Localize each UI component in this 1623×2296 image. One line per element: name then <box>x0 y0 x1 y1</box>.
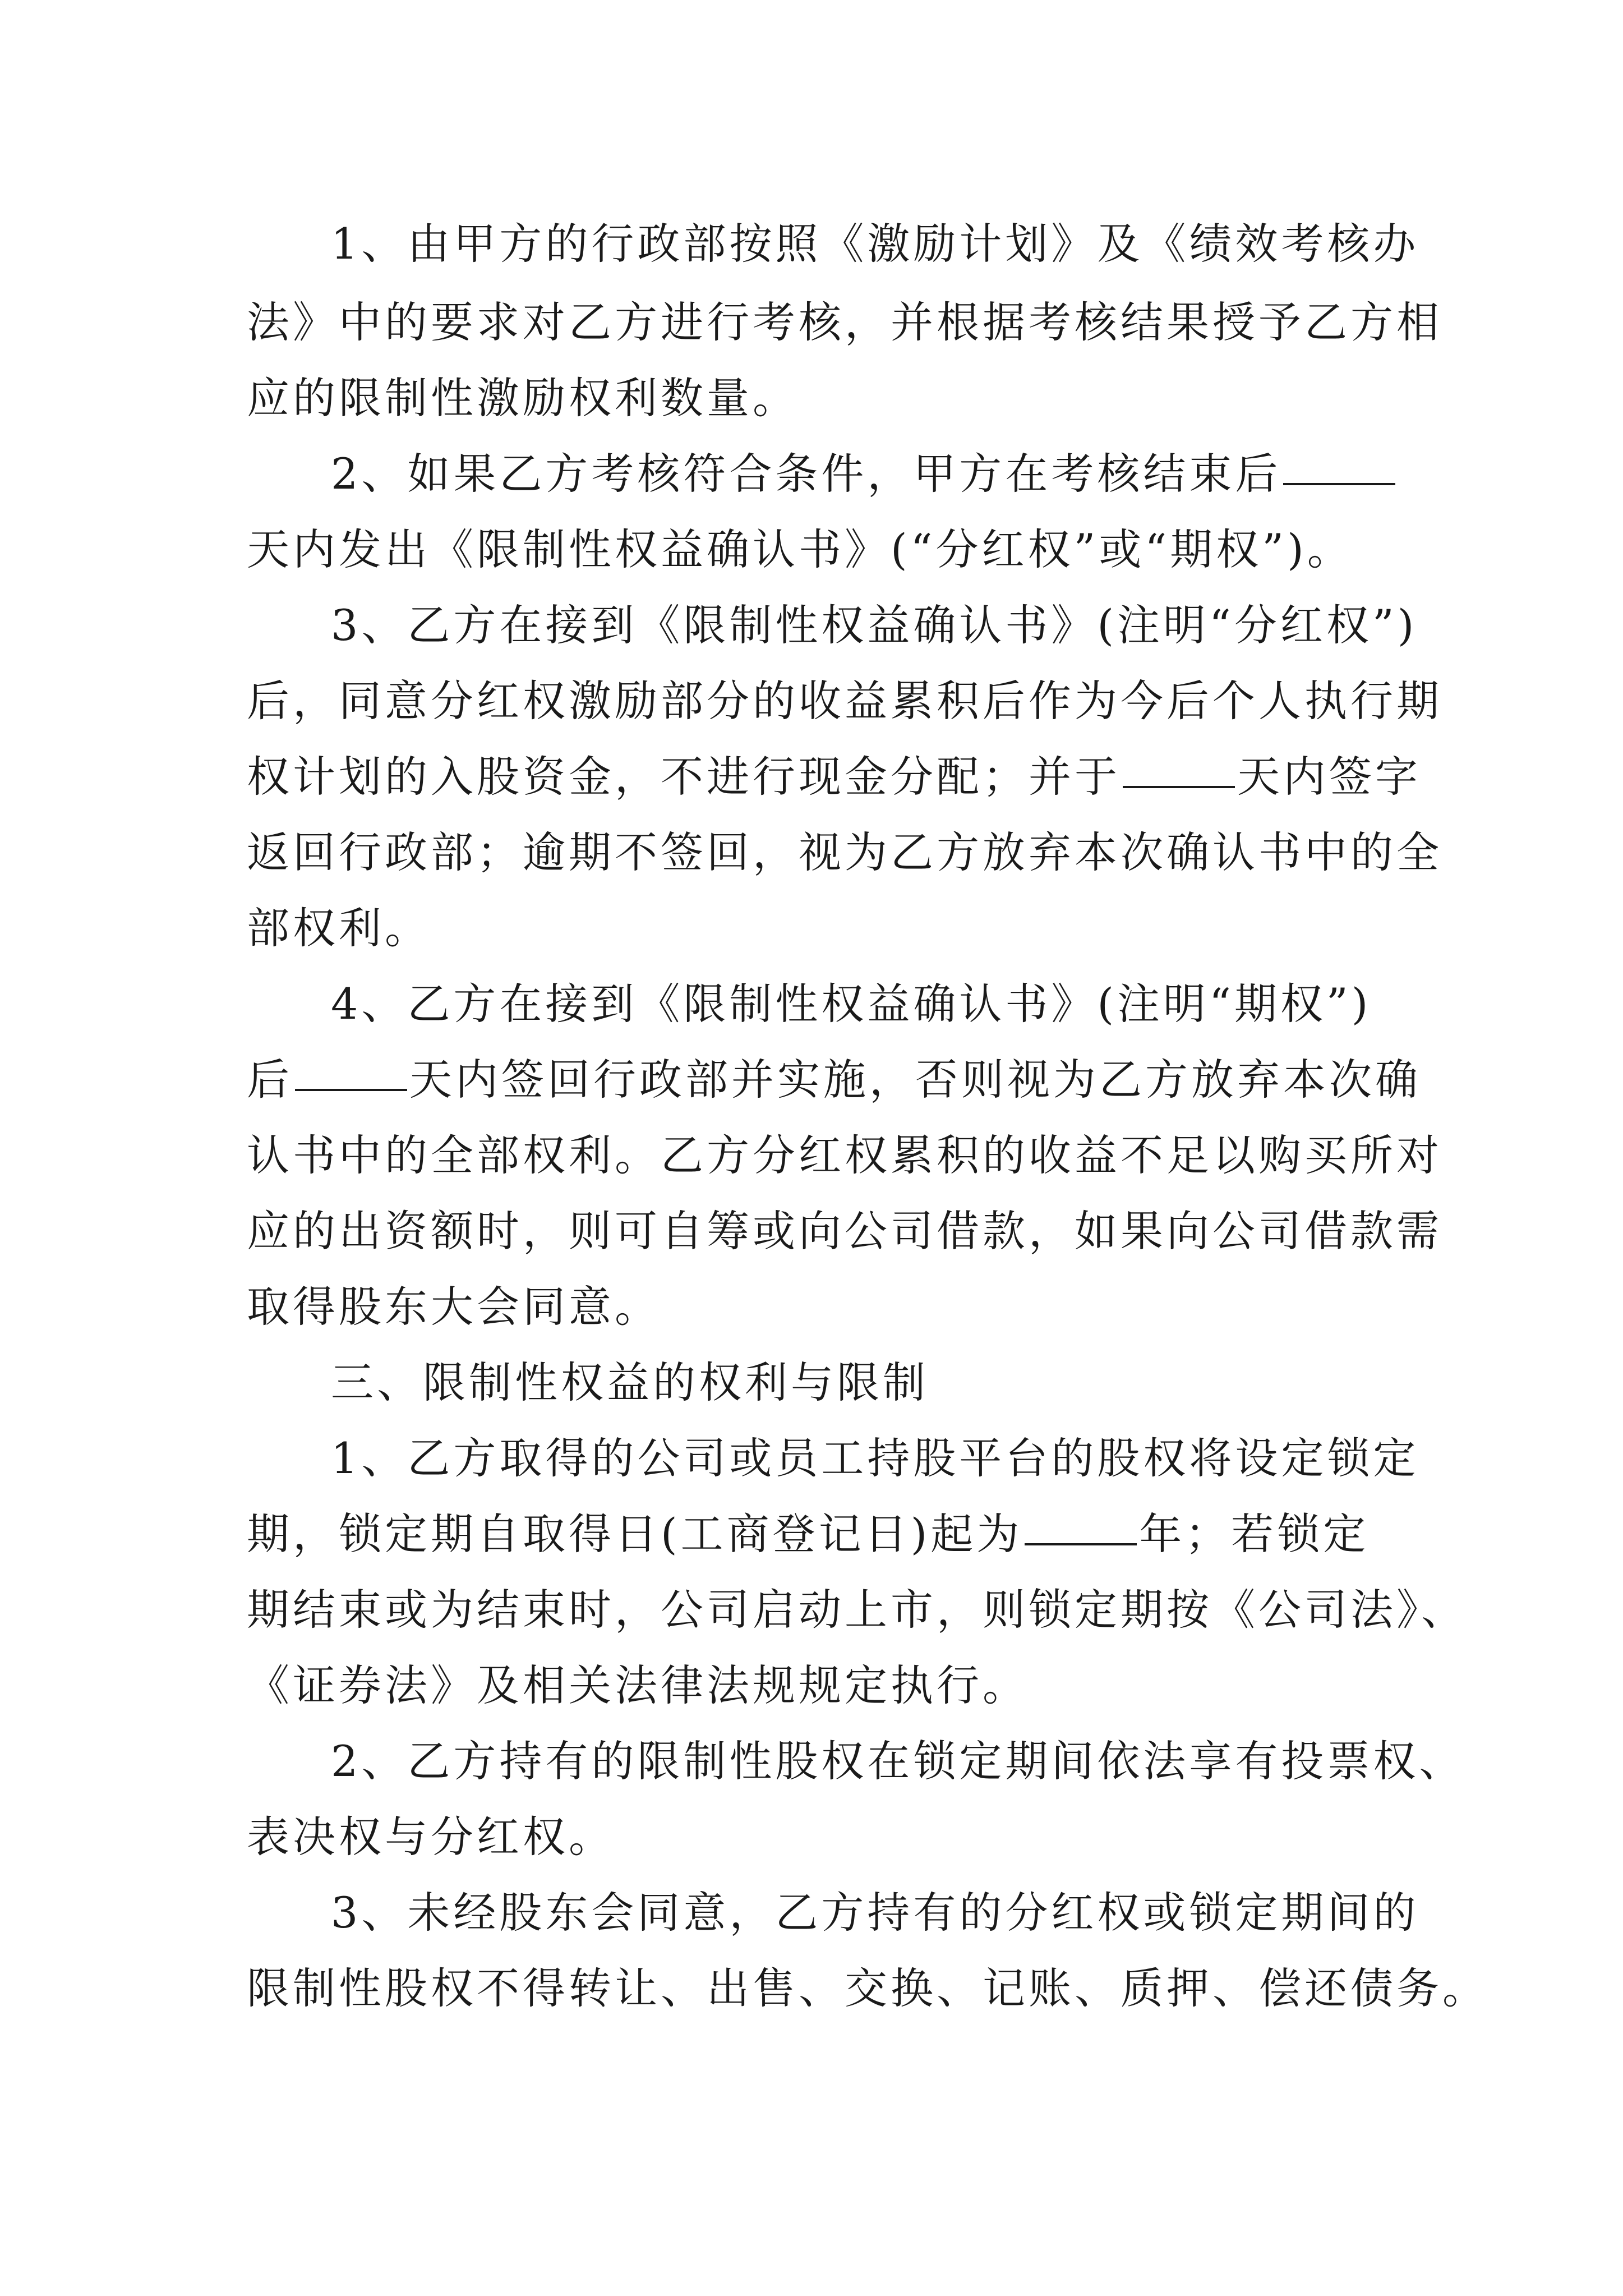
paragraph-line: 4、乙方在接到《限制性权益确认书》(注明“期权”) <box>331 979 1372 1029</box>
paragraph-line <box>247 749 1421 805</box>
line-text: 2、如果乙方考核符合条件，甲方在考核结束后 <box>331 449 1281 499</box>
fill-in-blank[interactable] <box>1025 1543 1137 1545</box>
paragraph-line: 1、由甲方的行政部按照《激励计划》及《绩效考核办 <box>331 219 1419 269</box>
paragraph-line: 《证券法》及相关法律法规规定执行。 <box>247 1660 1029 1710</box>
line-text: 权计划的入股资金，不进行现金分配；并于 <box>247 752 1121 802</box>
paragraph-line <box>247 1052 1421 1108</box>
paragraph-line: 3、未经股东会同意，乙方持有的分红权或锁定期间的 <box>331 1888 1419 1938</box>
paragraph-line: 返回行政部；逾期不签回，视为乙方放弃本次确认书中的全 <box>247 827 1442 877</box>
paragraph-line: 后，同意分红权激励部分的收益累积后作为今后个人执行期 <box>247 676 1442 726</box>
line-text: 期，锁定期自取得日(工商登记日)起为 <box>247 1509 1023 1559</box>
paragraph-line: 天内发出《限制性权益确认书》(“分红权”或“期权”)。 <box>247 524 1353 574</box>
line-text: 后 <box>247 1055 293 1105</box>
paragraph-line: 限制性股权不得转让、出售、交换、记账、质押、偿还债务。 <box>247 1963 1488 2013</box>
paragraph-line: 2、乙方持有的限制性股权在锁定期间依法享有投票权、 <box>331 1736 1465 1786</box>
paragraph-line: 表决权与分红权。 <box>247 1812 615 1862</box>
line-text: 天内签回行政部并实施，否则视为乙方放弃本次确 <box>409 1055 1421 1105</box>
paragraph-line: 认书中的全部权利。乙方分红权累积的收益不足以购买所对 <box>247 1130 1442 1180</box>
paragraph-line: 应的出资额时，则可自筹或向公司借款，如果向公司借款需 <box>247 1206 1442 1256</box>
paragraph-line <box>331 446 1398 502</box>
paragraph-line <box>247 1506 1369 1562</box>
fill-in-blank[interactable] <box>295 1089 407 1091</box>
paragraph-line: 1、乙方取得的公司或员工持股平台的股权将设定锁定 <box>331 1433 1419 1483</box>
line-text: 天内签字 <box>1237 752 1421 802</box>
section-heading: 三、限制性权益的权利与限制 <box>331 1358 929 1407</box>
paragraph-line: 期结束或为结束时，公司启动上市，则锁定期按《公司法》、 <box>247 1585 1467 1635</box>
paragraph-line: 应的限制性激励权利数量。 <box>247 373 799 423</box>
line-text: 年；若锁定 <box>1139 1509 1370 1559</box>
fill-in-blank[interactable] <box>1123 786 1235 788</box>
fill-in-blank[interactable] <box>1283 483 1395 485</box>
paragraph-line: 部权利。 <box>247 903 431 953</box>
paragraph-line: 法》中的要求对乙方进行考核，并根据考核结果授予乙方相 <box>247 297 1442 347</box>
paragraph-line: 取得股东大会同意。 <box>247 1282 661 1332</box>
paragraph-line: 3、乙方在接到《限制性权益确认书》(注明“分红权”) <box>331 600 1418 650</box>
